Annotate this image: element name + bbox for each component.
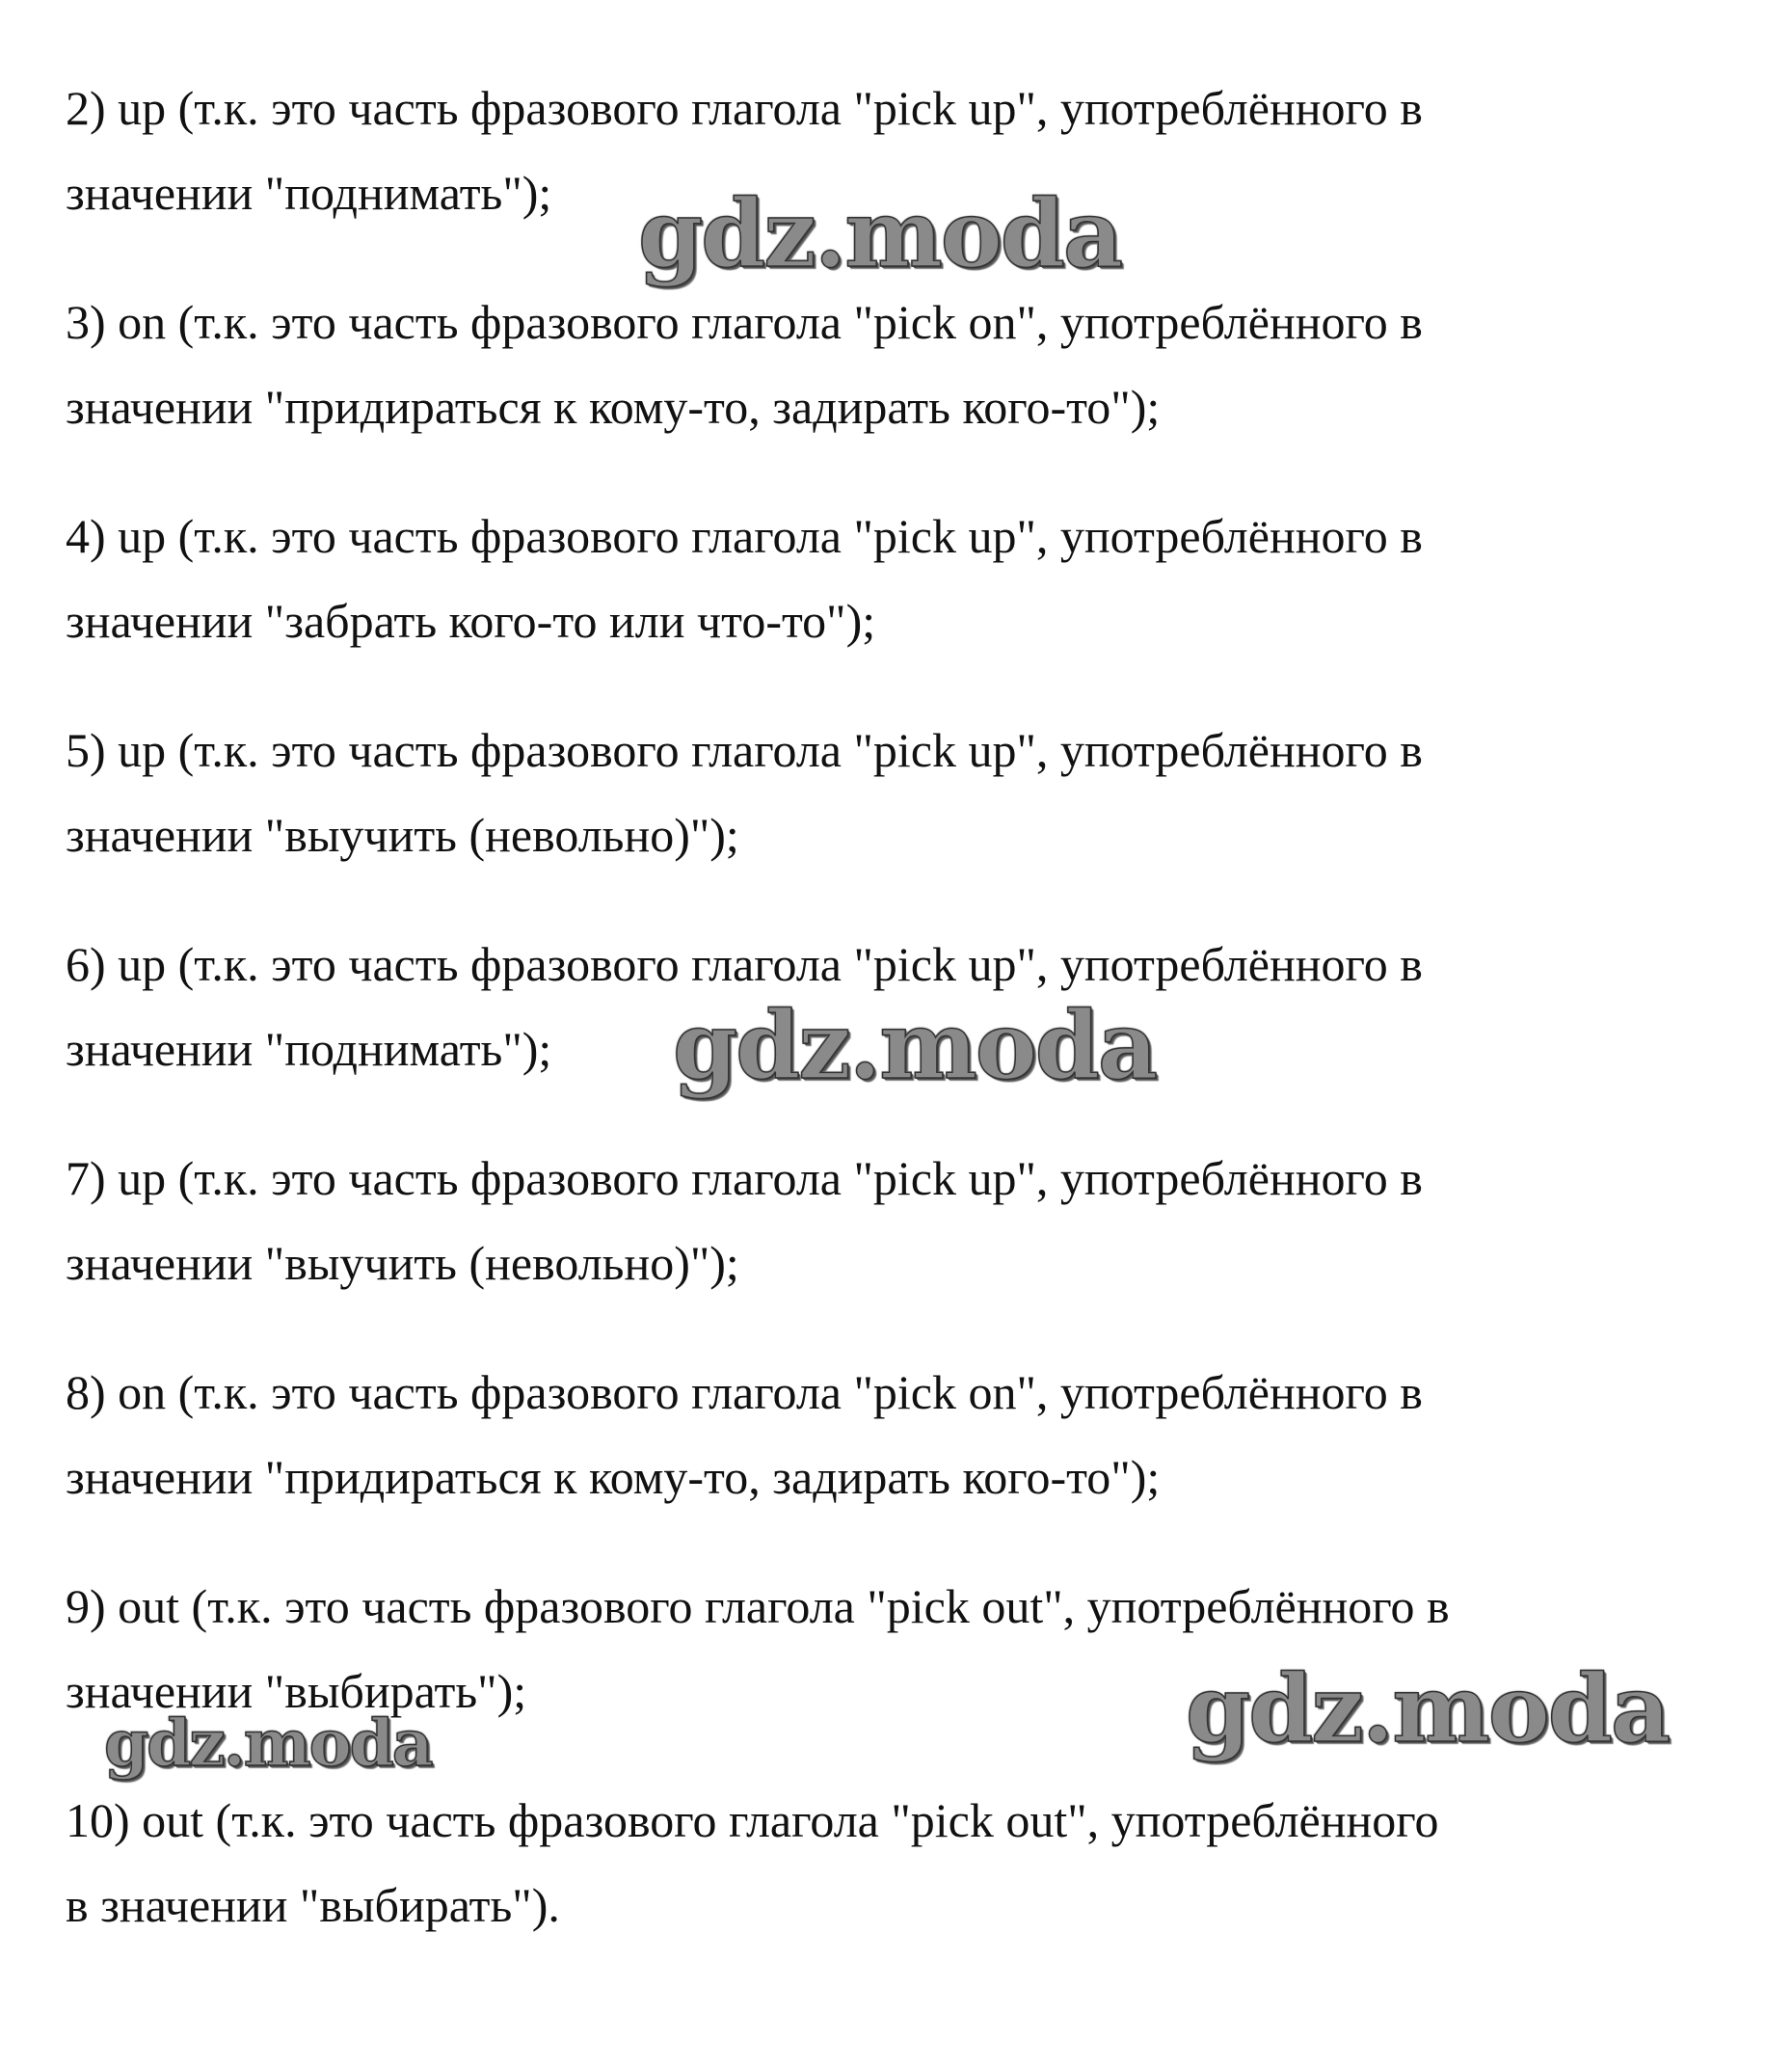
answer-line: значении "поднимать"); xyxy=(66,1022,552,1076)
answer-line: 8) on (т.к. это часть фразового глагола "pick on", употреблённого в xyxy=(66,1365,1423,1419)
answer-line: 2) up (т.к. это часть фразового глагола "pick up", употреблённого в xyxy=(66,81,1423,135)
watermark-logo: gdz.moda xyxy=(1186,1654,1670,1763)
answer-line: значении "придираться к кому-то, задирать кого-то"); xyxy=(66,1450,1161,1504)
answer-item-3 xyxy=(66,280,1743,449)
answer-line: 5) up (т.к. это часть фразового глагола "pick up", употреблённого в xyxy=(66,723,1423,777)
answer-line: значении "выучить (невольно)"); xyxy=(66,1236,739,1290)
answer-line: значении "выучить (невольно)"); xyxy=(66,808,739,862)
answer-line: 10) out (т.к. это часть фразового глагола "pick out", употреблённого xyxy=(66,1793,1439,1847)
answer-item-4 xyxy=(66,494,1743,663)
answer-line: 9) out (т.к. это часть фразового глагола "pick out", употреблённого в xyxy=(66,1579,1450,1633)
answer-item-5 xyxy=(66,708,1743,877)
watermark-logo: gdz.moda xyxy=(104,1705,432,1781)
watermark-logo: gdz.moda xyxy=(673,991,1157,1100)
answer-item-7 xyxy=(66,1136,1743,1305)
answer-line: значении "поднимать"); xyxy=(66,166,552,220)
answer-line: значении "придираться к кому-то, задирать кого-то"); xyxy=(66,380,1161,434)
answer-line: 7) up (т.к. это часть фразового глагола "pick up", употреблённого в xyxy=(66,1151,1423,1205)
answer-item-8 xyxy=(66,1350,1743,1519)
answer-line: в значении "выбирать"). xyxy=(66,1878,560,1932)
answer-line: 4) up (т.к. это часть фразового глагола "pick up", употреблённого в xyxy=(66,509,1423,563)
answer-line: значении "забрать кого-то или что-то"); xyxy=(66,594,876,648)
watermark-logo: gdz.moda xyxy=(638,179,1122,288)
answer-line: значении "выбирать"); xyxy=(66,1664,527,1718)
answer-item-10 xyxy=(66,1778,1743,1947)
answer-line: 6) up (т.к. это часть фразового глагола "pick up", употреблённого в xyxy=(66,937,1423,991)
answer-line: 3) on (т.к. это часть фразового глагола "pick on", употреблённого в xyxy=(66,295,1423,349)
